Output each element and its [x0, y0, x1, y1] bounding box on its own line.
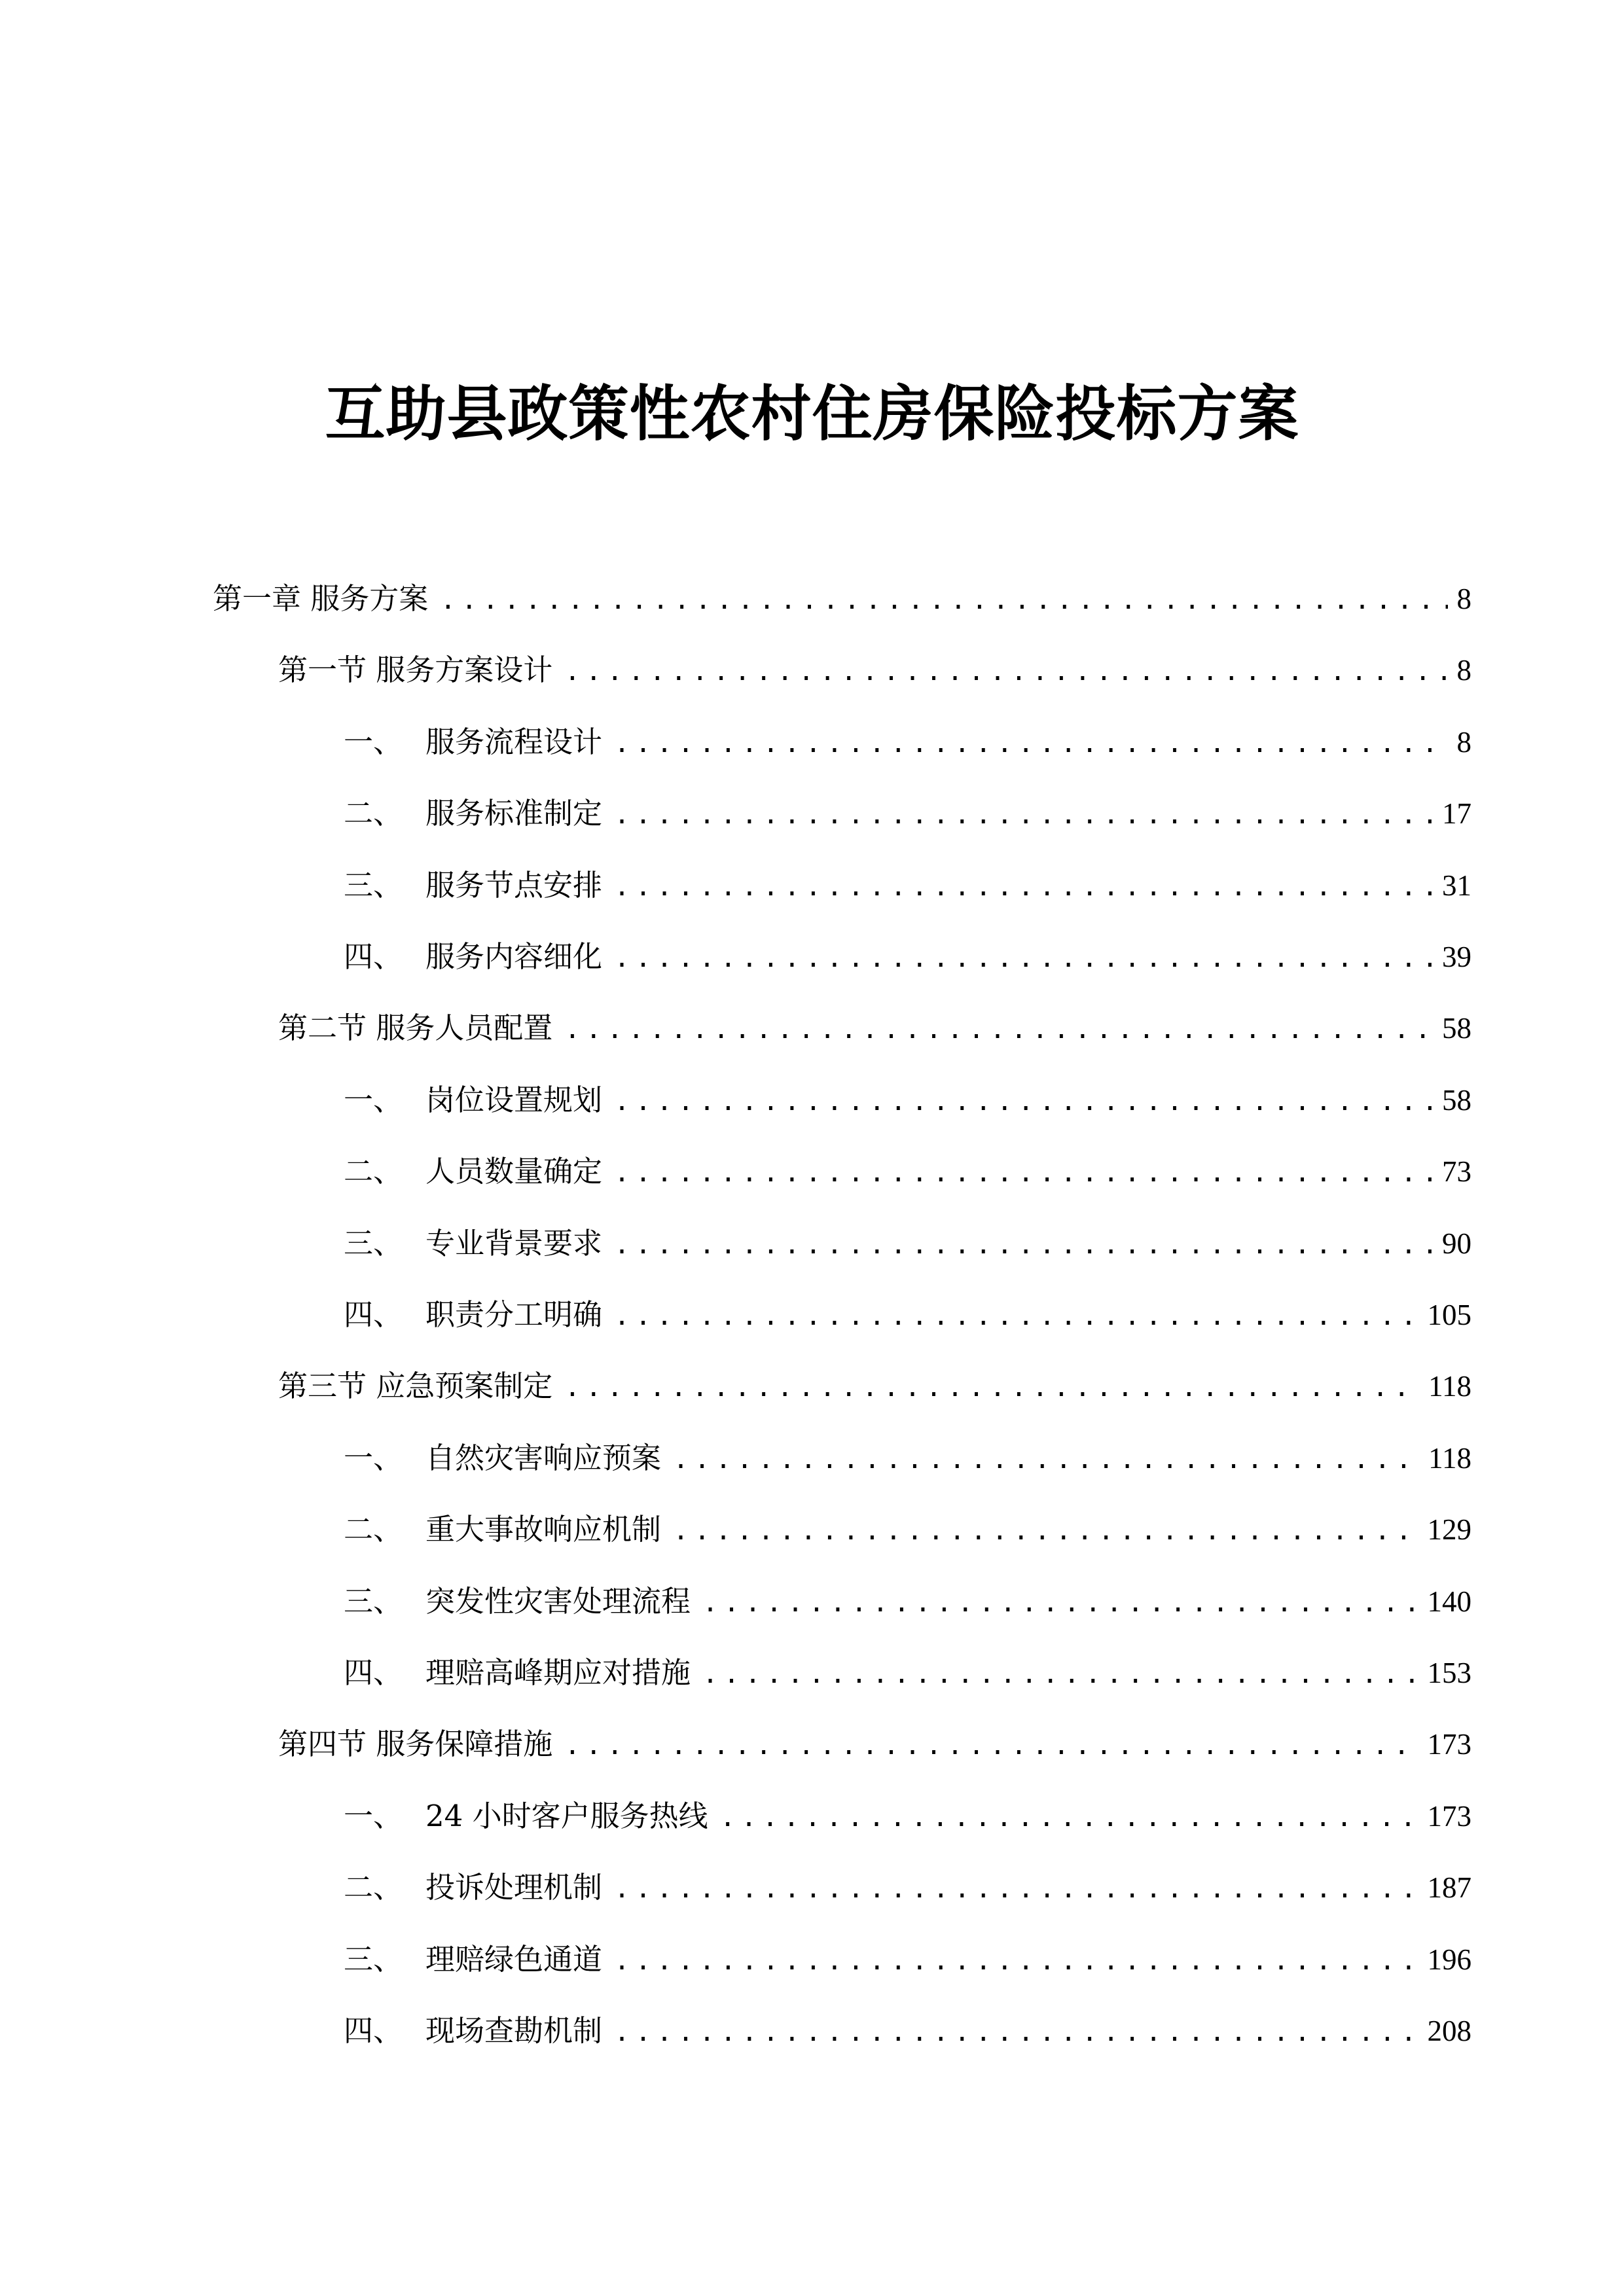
toc-dot-leader [702, 1651, 1418, 1696]
toc-entry-page-number: 173 [1427, 1728, 1471, 1761]
toc-entry[interactable] [344, 1077, 1471, 1123]
toc-entry[interactable] [278, 647, 1471, 693]
toc-entry[interactable] [344, 1865, 1471, 1910]
toc-entry[interactable] [344, 1650, 1471, 1696]
toc-entry-page-number: 140 [1427, 1585, 1471, 1618]
toc-entry-label: 第三节 应急预案制定 [278, 1369, 553, 1404]
toc-entry-label: 职责分工明确 [425, 1297, 603, 1332]
toc-entry[interactable] [344, 791, 1471, 836]
toc-entry-label: 24 小时客户服务热线 [425, 1798, 708, 1833]
toc-entry-label: 现场查勘机制 [425, 2013, 603, 2048]
toc-dot-leader [614, 1293, 1418, 1338]
toc-entry-number: 四、 [344, 2013, 403, 2048]
toc-entry-number: 三、 [344, 867, 403, 903]
toc-entry-page-number: 73 [1442, 1155, 1471, 1189]
toc-entry-page-number: 129 [1427, 1513, 1471, 1547]
toc-entry-page-number: 118 [1428, 1441, 1471, 1475]
toc-entry-number: 四、 [344, 939, 403, 974]
toc-dot-leader [673, 1508, 1418, 1552]
toc-entry[interactable] [344, 1793, 1471, 1839]
toc-dot-leader [564, 1723, 1418, 1767]
toc-entry-page-number: 105 [1427, 1299, 1471, 1331]
toc-entry[interactable] [344, 934, 1471, 980]
toc-entry-number: 二、 [344, 796, 403, 831]
toc-entry-page-number: 58 [1442, 1083, 1471, 1117]
toc-entry[interactable] [344, 719, 1471, 765]
toc-entry-page-number: 208 [1427, 2015, 1471, 2047]
toc-entry[interactable] [344, 1937, 1471, 1982]
toc-dot-leader [614, 864, 1433, 908]
toc-entry-number: 三、 [344, 1583, 403, 1619]
toc-entry-label: 服务标准制定 [425, 796, 603, 831]
toc-entry-page-number: 31 [1442, 869, 1471, 902]
toc-entry-label: 第一章 服务方案 [213, 581, 429, 616]
toc-entry-page-number: 187 [1427, 1871, 1471, 1905]
toc-entry-number: 二、 [344, 1154, 403, 1189]
toc-entry-label: 第一节 服务方案设计 [278, 653, 553, 688]
toc-entry-label: 专业背景要求 [425, 1225, 603, 1261]
toc-entry-label: 自然灾害响应预案 [425, 1440, 662, 1475]
toc-entry-label: 理赔高峰期应对措施 [425, 1655, 691, 1690]
toc-entry-page-number: 58 [1442, 1012, 1471, 1045]
toc-entry-page-number: 17 [1442, 797, 1471, 831]
toc-entry-page-number: 90 [1442, 1227, 1471, 1260]
toc-entry[interactable] [278, 1363, 1471, 1409]
toc-entry-label: 投诉处理机制 [425, 1870, 603, 1905]
toc-dot-leader [440, 577, 1447, 622]
toc-entry-page-number: 118 [1428, 1370, 1471, 1403]
toc-entry[interactable] [344, 1579, 1471, 1624]
toc-dot-leader [614, 1866, 1418, 1910]
document-title: 互助县政策性农村住房保险投标方案 [325, 378, 1299, 449]
toc-entry[interactable] [344, 1221, 1471, 1266]
toc-entry[interactable] [344, 1292, 1471, 1338]
toc-entry-number: 一、 [344, 1440, 403, 1475]
toc-entry-page-number: 8 [1456, 583, 1471, 615]
toc-entry-label: 服务节点安排 [425, 867, 603, 903]
toc-entry[interactable] [344, 2008, 1471, 2054]
toc-entry-label: 岗位设置规划 [425, 1082, 603, 1117]
toc-entry-page-number: 8 [1456, 654, 1471, 687]
toc-dot-leader [614, 721, 1447, 765]
toc-entry-page-number: 8 [1456, 725, 1471, 759]
toc-entry[interactable] [344, 1507, 1471, 1552]
toc-dot-leader [614, 1938, 1418, 1982]
toc-entry-number: 四、 [344, 1297, 403, 1332]
toc-dot-leader [614, 1150, 1433, 1194]
toc-entry-label: 第二节 服务人员配置 [278, 1011, 553, 1046]
toc-entry[interactable] [344, 1435, 1471, 1481]
toc-dot-leader [614, 935, 1433, 980]
toc-entry[interactable] [344, 1149, 1471, 1194]
toc-dot-leader [673, 1437, 1419, 1481]
toc-dot-leader [614, 1222, 1433, 1266]
toc-entry-number: 三、 [344, 1941, 403, 1977]
toc-entry-label: 理赔绿色通道 [425, 1941, 603, 1977]
toc-dot-leader [564, 1365, 1419, 1409]
toc-entry-number: 二、 [344, 1870, 403, 1905]
toc-entry-label: 人员数量确定 [425, 1154, 603, 1189]
toc-entry-label: 突发性灾害处理流程 [425, 1583, 691, 1619]
toc-entry-number: 一、 [344, 1798, 403, 1833]
toc-entry-label: 服务内容细化 [425, 939, 603, 974]
toc-entry[interactable] [213, 576, 1471, 622]
toc-entry-label: 服务流程设计 [425, 724, 603, 759]
toc-entry-number: 二、 [344, 1512, 403, 1547]
toc-entry-label: 第四节 服务保障措施 [278, 1727, 553, 1762]
toc-entry-number: 一、 [344, 1082, 403, 1117]
toc-entry-page-number: 39 [1442, 941, 1471, 973]
toc-entry[interactable] [278, 1005, 1471, 1051]
toc-dot-leader [564, 1007, 1433, 1051]
toc-entry[interactable] [278, 1721, 1471, 1767]
toc-entry-page-number: 173 [1427, 1799, 1471, 1833]
toc-entry-number: 一、 [344, 724, 403, 759]
toc-entry-number: 三、 [344, 1225, 403, 1261]
toc-entry-page-number: 196 [1427, 1943, 1471, 1976]
toc-dot-leader [614, 2009, 1418, 2054]
toc-entry[interactable] [344, 863, 1471, 908]
toc-dot-leader [614, 792, 1433, 836]
toc-entry-label: 重大事故响应机制 [425, 1512, 662, 1547]
toc-dot-leader [702, 1580, 1418, 1624]
toc-dot-leader [564, 649, 1447, 693]
toc-entry-number: 四、 [344, 1655, 403, 1690]
toc-dot-leader [720, 1795, 1418, 1839]
toc-entry-page-number: 153 [1427, 1657, 1471, 1689]
toc-dot-leader [614, 1079, 1433, 1123]
